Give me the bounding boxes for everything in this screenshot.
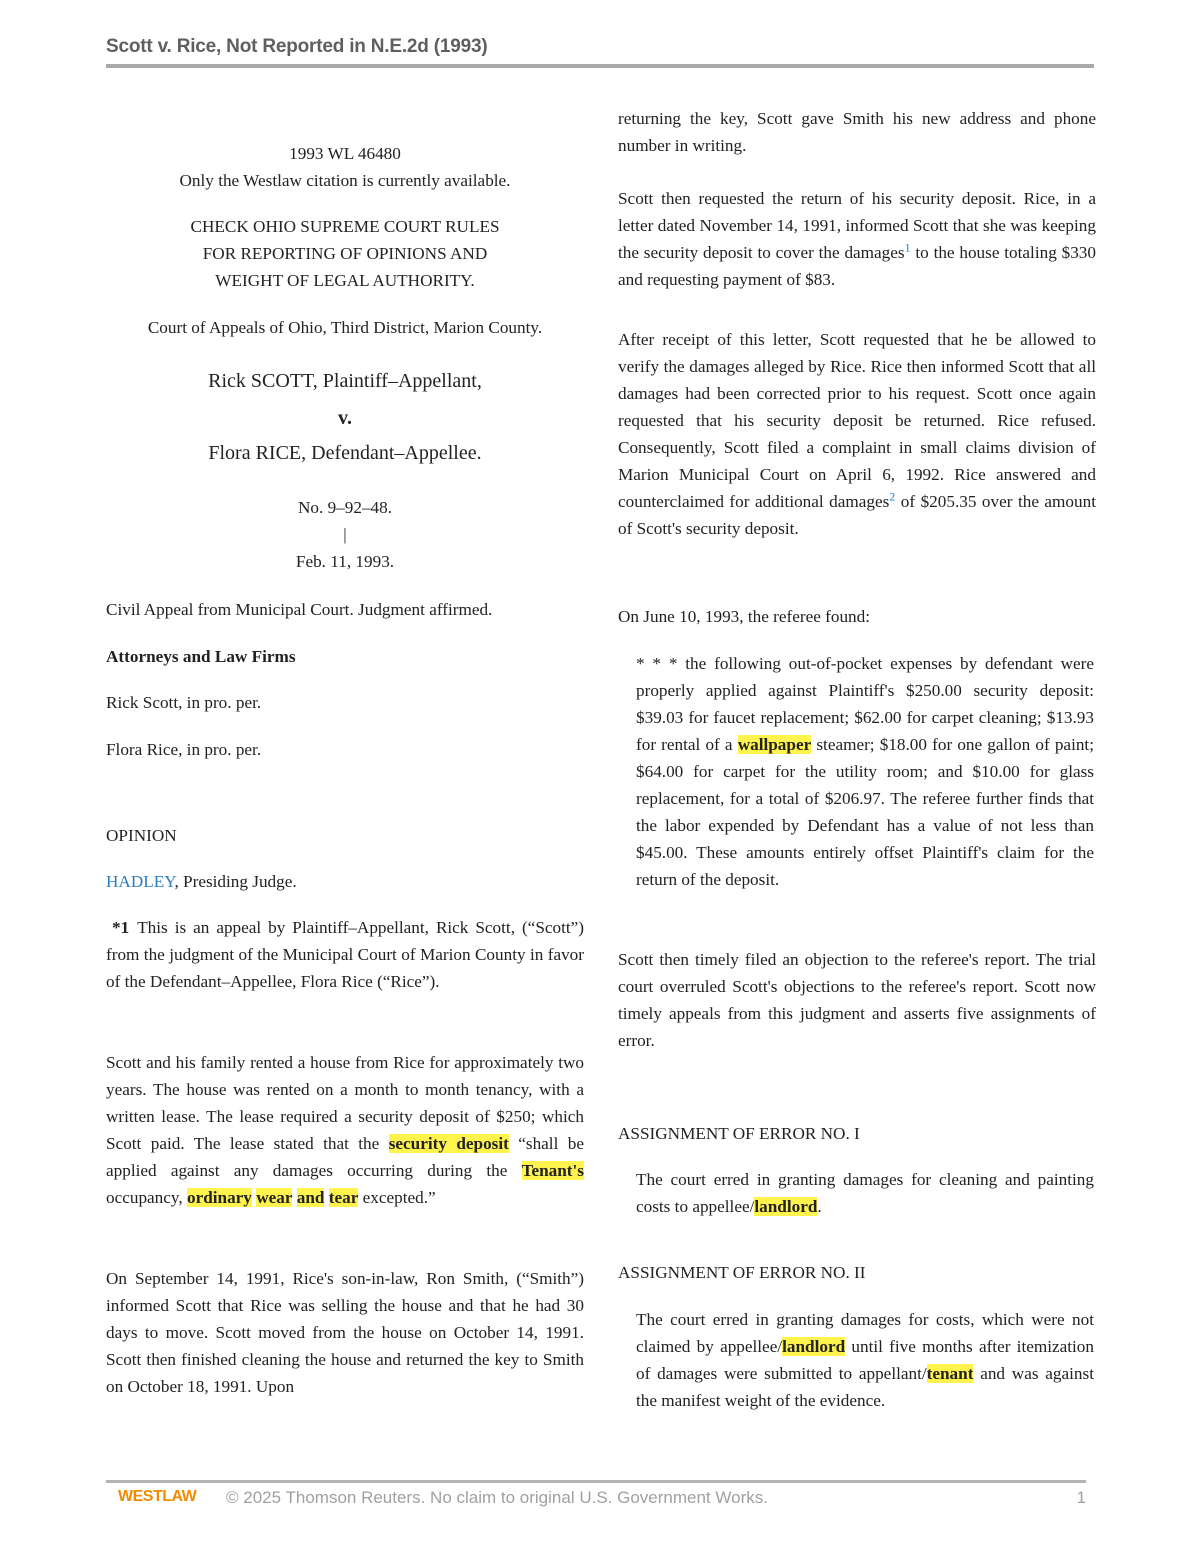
assignment-of-error-2-heading: ASSIGNMENT OF ERROR NO. II (618, 1263, 866, 1282)
paragraph-text: to the house totaling $330 and requesting payment of $83. (618, 243, 1096, 289)
opinion-paragraph-4: returning the key, Scott gave Smith his new address and phone number in writing. (618, 109, 1096, 155)
appeal-summary: Civil Appeal from Municipal Court. Judgment affirmed. (106, 600, 493, 619)
search-highlight: landlord (754, 1197, 818, 1216)
reporting-rules-notice (106, 213, 584, 294)
opinion-paragraph-5 (618, 185, 1096, 293)
paragraph-text: The court erred in granting damages for costs, which were not claimed by appellee/ (636, 1310, 1094, 1356)
attorney-plaintiff: Rick Scott, in pro. per. (106, 693, 262, 712)
party-appellee: Flora RICE, Defendant–Appellee. (208, 442, 482, 464)
rules-line-1: CHECK OHIO SUPREME COURT RULES (190, 217, 500, 236)
citation-note: Only the Westlaw citation is currently available. (179, 171, 511, 190)
paragraph-text: steamer; $18.00 for one gallon of paint; $64.00 for carpet for the utility room; and $10.00 for glass replacement, for a total of $206.97. The referee further finds that the labor expended by Defendant has a value of not less than $45.00. These amounts entirely offset Plaintiff's claim for the return of the deposit. (636, 735, 1094, 889)
rules-line-2: FOR REPORTING OF OPINIONS AND (202, 244, 488, 263)
paragraph-text: After receipt of this letter, Scott requested that he be allowed to verify the damages alleged by Rice. Rice then informed Scott that all damages had been corrected prior to his request. Scott once again requested that his security deposit be returned. Rice refused. Consequently, Scott filed a complaint in small claims division of Marion Municipal Court on April 6, 1992. Rice answered and counterclaimed for additional damages (618, 330, 1096, 511)
paragraph-text: of $205.35 over the amount of Scott's security deposit. (618, 492, 1096, 538)
opinion-paragraph-2 (106, 1049, 584, 1211)
paragraph-text: * * * the following out-of-pocket expenses by defendant were properly applied against Plaintiff's $250.00 security deposit: $39.03 for faucet replacement; $62.00 for carpet cleaning; $13.93 for rental of a (636, 654, 1094, 754)
opinion-paragraph-7: On June 10, 1993, the referee found: (618, 607, 871, 626)
opinion-paragraph-3: On September 14, 1991, Rice's son-in-law, Ron Smith, (“Smith”) informed Scott that Rice was selling the house and that he had 30 days to move. Scott moved from the house on October 14, 1991. Scott then finished cleaning the house and returned the key to Smith on October 18, 1991. Upon (106, 1269, 584, 1396)
document-header-title: Scott v. Rice, Not Reported in N.E.2d (1993) (106, 36, 488, 57)
judge-line (106, 868, 584, 895)
paragraph-text: . (817, 1197, 822, 1216)
paragraph-text: and was against the manifest weight of the evidence. (636, 1364, 1094, 1410)
paragraph-text: Scott and his family rented a house from Rice for approximately two years. The house was rented on a month to month tenancy, with a written lease. The lease required a security deposit of $250; which Scott paid. The lease stated that the (106, 1053, 584, 1153)
assignment-of-error-1-text (636, 1166, 1094, 1220)
docket-separator: | (343, 525, 347, 544)
court-name: Court of Appeals of Ohio, Third District, Marion County. (147, 318, 543, 337)
opinion-paragraph-6 (618, 326, 1096, 542)
attorneys-heading: Attorneys and Law Firms (106, 647, 296, 666)
decision-date: Feb. 11, 1993. (295, 552, 395, 571)
search-highlight: tenant (926, 1364, 974, 1383)
copyright-notice: © 2025 Thomson Reuters. No claim to original U.S. Government Works. (226, 1488, 768, 1507)
paragraph-text: “shall be applied against any damages occurring during the (106, 1134, 584, 1180)
paragraph-text: Scott then requested the return of his security deposit. Rice, in a letter dated November 14, 1991, informed Scott that she was keeping the security deposit to cover the damages (618, 189, 1096, 262)
assignment-of-error-1-heading: ASSIGNMENT OF ERROR NO. I (618, 1124, 860, 1143)
search-highlight: landlord (782, 1337, 846, 1356)
opinion-heading: OPINION (106, 826, 177, 845)
footnote-1-link[interactable]: 1 (904, 240, 911, 255)
docket-number: No. 9–92–48. (297, 498, 393, 517)
search-highlight: wallpaper (737, 735, 812, 754)
paragraph-text: occupancy, (106, 1188, 187, 1207)
header-divider (106, 64, 1094, 68)
paragraph-text: The court erred in granting damages for cleaning and painting costs to appellee/ (636, 1170, 1094, 1216)
search-highlight: wear (256, 1188, 293, 1207)
westlaw-logo: WESTLAW (118, 1488, 197, 1505)
page-footer (118, 1488, 1086, 1512)
paragraph-text: excepted.” (358, 1188, 436, 1207)
judge-title: , Presiding Judge. (174, 872, 297, 891)
paragraph-text: until five months after itemization of damages were submitted to appellant/ (636, 1337, 1094, 1383)
assignment-of-error-2-text (636, 1306, 1094, 1414)
citation: 1993 WL 46480 (289, 144, 401, 163)
versus: v. (338, 407, 352, 429)
footnote-2-link[interactable]: 2 (889, 489, 896, 504)
opinion-paragraph-1 (106, 914, 584, 995)
paragraph-text: This is an appeal by Plaintiff–Appellant, Rick Scott, (“Scott”) from the judgment of the Municipal Court of Marion County in favor of the Defendant–Appellee, Flora Rice (“Rice”). (106, 918, 584, 991)
search-highlight: tear (328, 1188, 359, 1207)
search-highlight: and (296, 1188, 325, 1207)
rules-line-3: WEIGHT OF LEGAL AUTHORITY. (215, 271, 475, 290)
search-highlight: ordinary (186, 1188, 252, 1207)
judge-link[interactable]: HADLEY (106, 872, 175, 891)
party-appellant: Rick SCOTT, Plaintiff–Appellant, (208, 370, 482, 392)
attorney-defendant: Flora Rice, in pro. per. (106, 740, 262, 759)
page-number: 1 (1076, 1488, 1086, 1507)
referee-findings-quote (636, 650, 1094, 893)
search-highlight: Tenant's (521, 1161, 584, 1180)
star-page-marker: *1 (112, 918, 130, 937)
opinion-paragraph-8: Scott then timely filed an objection to the referee's report. The trial court overruled Scott's objections to the referee's report. Scott now timely appeals from this judgment and asserts five assignments of error. (618, 950, 1096, 1050)
search-highlight: security deposit (388, 1134, 509, 1153)
footer-divider (106, 1480, 1086, 1483)
citation-block (106, 140, 584, 194)
